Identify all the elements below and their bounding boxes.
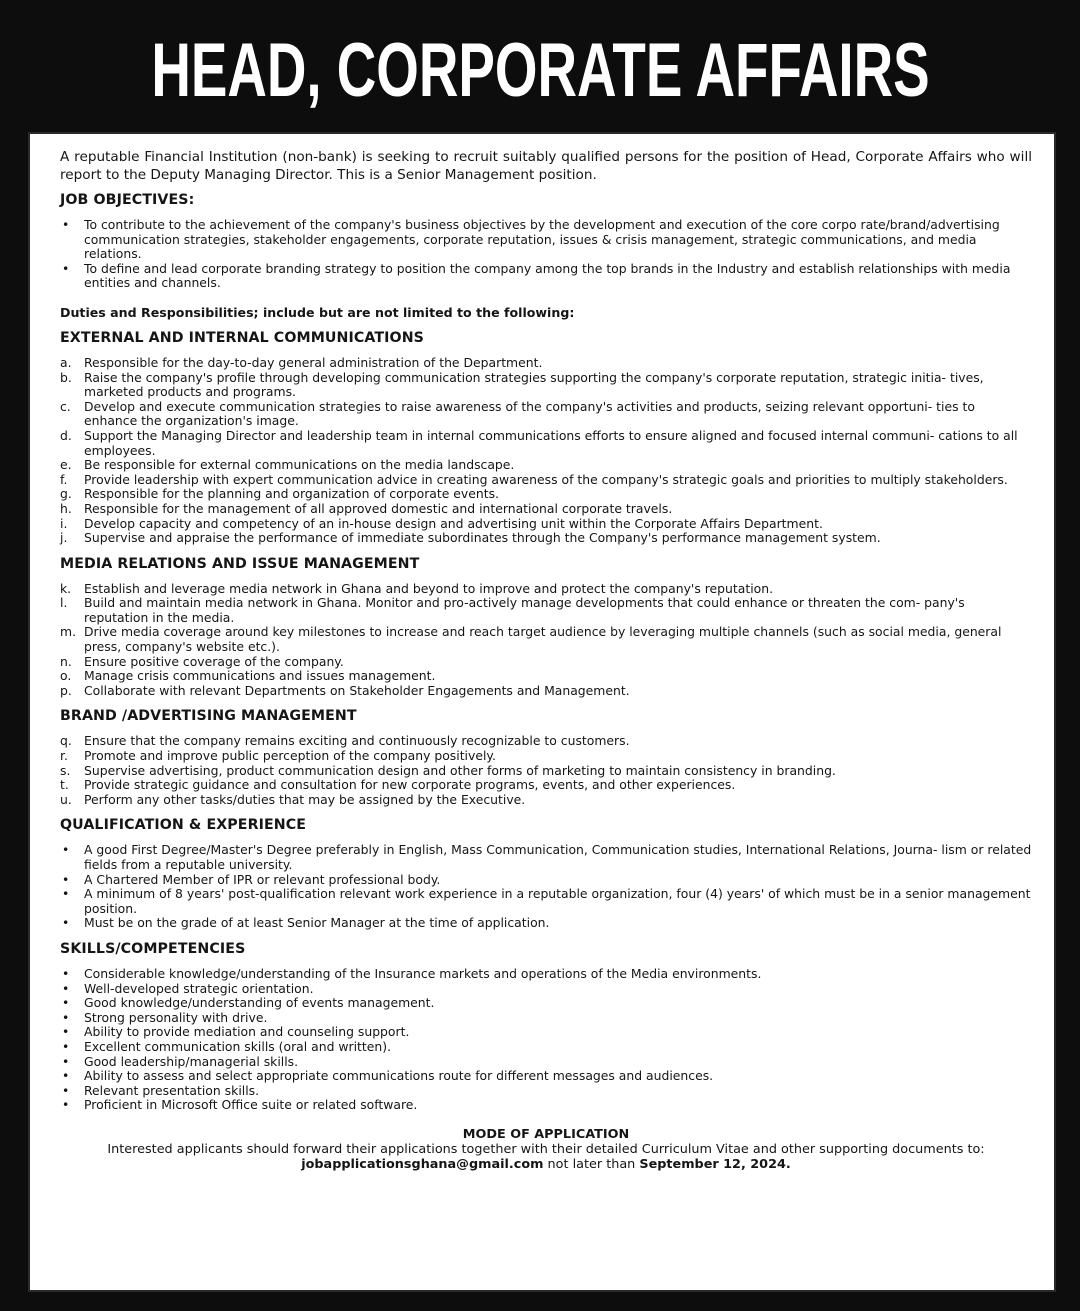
bullet-marker: • (62, 886, 70, 902)
list-item-text: Drive media coverage around key milestones to increase and reach target audience by leveraging multiple channels (such as social media, general press, company's website etc.). (84, 624, 1002, 655)
job-objectives-list (60, 218, 1032, 291)
list-item-text: Supervise and appraise the performance of immediate subordinates through the Company's performance management system. (84, 530, 881, 546)
bullet-marker: • (62, 995, 70, 1011)
list-item-text: Provide leadership with expert communication advice in creating awareness of the company's strategic goals and priorities to multiply stakeholders. (84, 471, 1008, 487)
list-item-text: Considerable knowledge/understanding of the Insurance markets and operations of the Media environments. (84, 965, 762, 981)
list-item-text: Good knowledge/understanding of events management. (84, 995, 435, 1011)
list-item-text: Must be on the grade of at least Senior Manager at the time of application. (84, 915, 550, 931)
list-item-text: Build and maintain media network in Ghana. Monitor and pro-actively manage developments that could enhance or threaten the com- pany's reputation in the media. (84, 595, 965, 625)
application-instructions: Interested applicants should forward their applications together with their detailed Curriculum Vitae and other supporting documents to: (107, 1141, 985, 1157)
list-item (60, 429, 1032, 458)
list-item (60, 684, 1032, 699)
list-item (60, 734, 1032, 749)
item-letter: r. (60, 748, 68, 764)
list-item (60, 582, 1032, 597)
list-item-text: Be responsible for external communications on the media landscape. (84, 457, 515, 473)
item-letter: p. (60, 682, 72, 698)
list-item (60, 778, 1032, 793)
item-letter: o. (60, 668, 72, 684)
bullet-marker: • (62, 1082, 70, 1098)
list-item (60, 1069, 1032, 1084)
job-objectives-heading: JOB OBJECTIVES: (60, 192, 195, 208)
list-item (60, 843, 1032, 872)
list-item (60, 1025, 1032, 1040)
list-item (60, 1040, 1032, 1055)
application-section (60, 1127, 1032, 1172)
brand-advertising-heading: BRAND /ADVERTISING MANAGEMENT (60, 708, 357, 725)
application-deadline-line (60, 1157, 1032, 1172)
list-item-text: Responsible for the day-to-day general administration of the Department. (84, 354, 543, 370)
bullet-marker: • (62, 1068, 70, 1084)
qualification-heading: QUALIFICATION & EXPERIENCE (60, 817, 307, 834)
list-item (60, 887, 1032, 916)
bullet-marker: • (62, 1024, 70, 1040)
list-item (60, 596, 1032, 625)
media-relations-heading: MEDIA RELATIONS AND ISSUE MANAGEMENT (60, 555, 420, 572)
item-letter: n. (60, 653, 72, 669)
application-email[interactable]: jobapplicationsghana@gmail.com (301, 1156, 544, 1172)
list-item (60, 262, 1032, 291)
list-item (60, 655, 1032, 670)
bullet-marker: • (62, 1009, 70, 1025)
list-item-text: Manage crisis communications and issues management. (84, 668, 436, 684)
list-item-text: Excellent communication skills (oral and written). (84, 1038, 392, 1054)
bullet-marker: • (62, 965, 70, 981)
list-item-text: Responsible for the planning and organization of corporate events. (84, 486, 499, 502)
bullet-marker: • (62, 915, 70, 931)
bullet-marker: • (62, 871, 70, 887)
list-item-text: Good leadership/managerial skills. (84, 1053, 299, 1069)
list-item (60, 669, 1032, 684)
bullet-marker: • (62, 842, 70, 858)
list-item-text: Strong personality with drive. (84, 1009, 268, 1025)
brand-advertising-list (60, 734, 1032, 807)
list-item (60, 517, 1032, 532)
list-item (60, 967, 1032, 982)
list-item-text: A good First Degree/Master's Degree preferably in English, Mass Communication, Communication studies, International Relations, Journa- lism or related fields from a reputable university. (84, 842, 1032, 872)
list-item-text: Relevant presentation skills. (84, 1082, 260, 1098)
bullet-marker: • (62, 217, 70, 232)
item-letter: q. (60, 733, 72, 749)
list-item (60, 1098, 1032, 1113)
list-item (60, 916, 1032, 931)
bullet-marker: • (62, 980, 70, 996)
list-item-text: Ensure positive coverage of the company. (84, 653, 344, 669)
skills-heading: SKILLS/COMPETENCIES (60, 940, 246, 957)
list-item-text: Collaborate with relevant Departments on Stakeholder Engagements and Management. (84, 682, 630, 698)
list-item-text: A minimum of 8 years' post-qualification relevant work experience in a reputable organization, four (4) years' of which must be in a senior management position. (84, 886, 1031, 916)
skills-list (60, 967, 1032, 1113)
list-item (60, 996, 1032, 1011)
advert-sheet (8, 132, 1070, 1302)
item-letter: l. (60, 595, 68, 611)
list-item-text: Develop capacity and competency of an in-house design and advertising unit within the Corporate Affairs Department. (84, 515, 823, 531)
list-item-text: Provide strategic guidance and consultation for new corporate programs, events, and other experiences. (84, 777, 736, 793)
list-item (60, 371, 1032, 400)
list-item-text: Ensure that the company remains exciting and continuously recognizable to customers. (84, 733, 630, 749)
item-letter: g. (60, 486, 72, 502)
application-deadline: September 12, 2024. (639, 1156, 791, 1172)
list-item (60, 218, 1032, 262)
item-letter: d. (60, 427, 72, 443)
application-heading: MODE OF APPLICATION (462, 1126, 630, 1142)
list-item (60, 473, 1032, 488)
list-item-text: Perform any other tasks/duties that may be assigned by the Executive. (84, 791, 526, 807)
list-item-text: Support the Managing Director and leadership team in internal communications efforts to ensure aligned and focused internal communi- cations to all employees. (84, 427, 1018, 458)
list-item-text: Raise the company's profile through developing communication strategies supporting the company's corporate reputation, strategic initia- tives, marketed products and programs. (84, 369, 984, 400)
list-item-text: Proficient in Microsoft Office suite or related software. (84, 1097, 418, 1113)
item-letter: i. (60, 515, 68, 531)
list-item (60, 764, 1032, 779)
item-letter: f. (60, 471, 68, 487)
media-relations-list (60, 582, 1032, 699)
intro-paragraph: A reputable Financial Institution (non-bank) is seeking to recruit suitably qualified persons for the position of Head, Corporate Affairs who will report to the Deputy Managing Director. This is a Senior Management position. (60, 149, 1032, 183)
list-item-text: Well-developed strategic orientation. (84, 980, 314, 996)
list-item (60, 793, 1032, 808)
qualification-list (60, 843, 1032, 931)
list-item-text: Establish and leverage media network in Ghana and beyond to improve and protect the company's reputation. (84, 580, 774, 596)
item-letter: e. (60, 457, 72, 473)
item-letter: a. (60, 354, 72, 370)
item-letter: t. (60, 777, 69, 793)
list-item (60, 749, 1032, 764)
external-communications-heading: EXTERNAL AND INTERNAL COMMUNICATIONS (60, 329, 424, 346)
bullet-marker: • (62, 260, 70, 276)
list-item (60, 502, 1032, 517)
item-letter: c. (60, 398, 71, 414)
bullet-marker: • (62, 1097, 70, 1113)
list-item-text: A Chartered Member of IPR or relevant professional body. (84, 871, 441, 887)
duties-intro: Duties and Responsibilities; include but are not limited to the following: (60, 304, 575, 320)
advert-body (28, 132, 1056, 1292)
list-item-text: Ability to provide mediation and counseling support. (84, 1024, 410, 1040)
external-communications-list (60, 356, 1032, 546)
item-letter: s. (60, 762, 71, 778)
item-letter: b. (60, 369, 72, 385)
list-item (60, 356, 1032, 371)
bullet-marker: • (62, 1038, 70, 1054)
list-item-text: To define and lead corporate branding strategy to position the company among the top brands in the Industry and establish relationships with media entities and channels. (84, 260, 1011, 291)
list-item-text: Develop and execute communication strategies to raise awareness of the company's activities and products, seizing relevant opportuni- ties to enhance the organization's image. (84, 398, 975, 429)
list-item-text: Supervise advertising, product communication design and other forms of marketing to maintain consistency in branding. (84, 762, 836, 778)
list-item (60, 458, 1032, 473)
list-item (60, 531, 1032, 546)
list-item (60, 625, 1032, 654)
list-item (60, 1011, 1032, 1026)
list-item (60, 1055, 1032, 1070)
item-letter: k. (60, 580, 72, 596)
list-item-text: Ability to assess and select appropriate communications route for different messages and audiences. (84, 1068, 714, 1084)
list-item-text: Responsible for the management of all approved domestic and international corporate travels. (84, 500, 673, 516)
list-item (60, 487, 1032, 502)
item-letter: u. (60, 791, 72, 807)
list-item (60, 400, 1032, 429)
item-letter: h. (60, 500, 72, 516)
list-item (60, 873, 1032, 888)
list-item-text: Promote and improve public perception of the company positively. (84, 748, 496, 764)
item-letter: j. (60, 530, 68, 546)
list-item-text: To contribute to the achievement of the company's business objectives by the development and execution of the core corpo rate/brand/advertising communication strategies, stakeholder engagements, corporate reputation, issues & crisis management, strategic communications, and media relations. (84, 217, 1000, 262)
title-banner (10, 8, 1070, 132)
bullet-marker: • (62, 1053, 70, 1069)
list-item (60, 982, 1032, 997)
page-title: HEAD, CORPORATE AFFAIRS (150, 27, 930, 113)
application-connector: not later than (547, 1156, 636, 1172)
list-item (60, 1084, 1032, 1099)
item-letter: m. (60, 624, 77, 640)
